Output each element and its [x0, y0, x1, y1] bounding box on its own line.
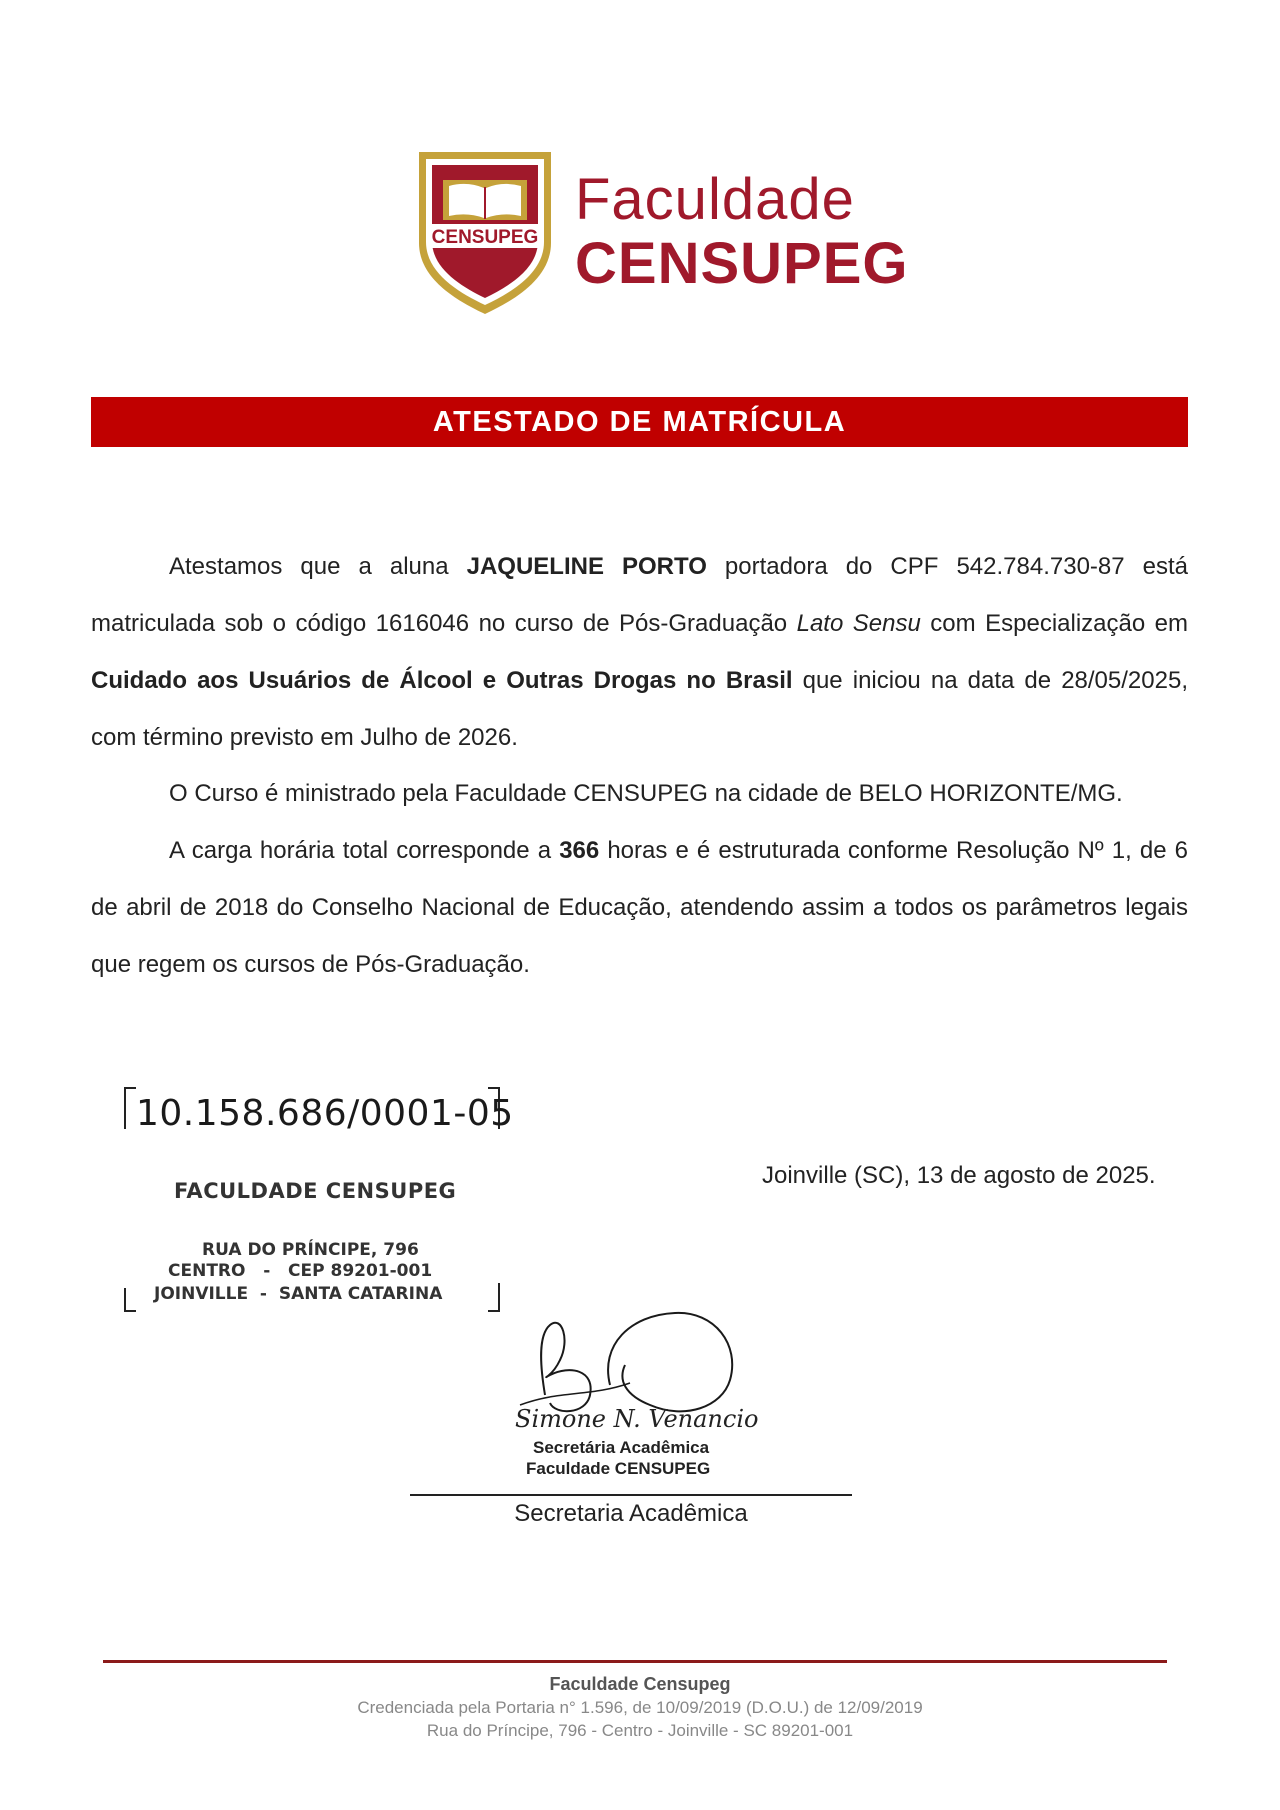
student-name: JAQUELINE PORTO [466, 553, 707, 580]
logo-wordmark-line2: CENSUPEG [575, 231, 909, 296]
cnpj-stamp [122, 1083, 512, 1323]
stamp-cnpj: 10.158.686/0001-05 [136, 1093, 514, 1134]
course-hours: 366 [559, 837, 600, 864]
p1-text-4: que iniciou na data de 28/05/2025, com término previsto em Julho de 2026. [91, 667, 1188, 751]
signature-role: Secretária Acadêmica [533, 1438, 710, 1457]
stamp-address-line3: JOINVILLE - SANTA CATARINA [154, 1284, 443, 1304]
p1-text-2: portadora do CPF 542.784.730-87 está matriculada sob o código 1616046 no curso de Pós-Graduação [91, 553, 1188, 637]
p3-text-2: horas e é estruturada conforme Resolução Nº 1, de 6 de abril de 2018 do Conselho Nacional de Educação, atendendo assim a todos os parâmetros legais que regem os cursos de Pós-Graduação. [91, 837, 1189, 978]
p1-text-3: com Especialização em [920, 610, 1189, 637]
course-type: Lato Sensu [796, 610, 921, 637]
body-paragraph-2 [91, 765, 1188, 822]
p3-text-1: A carga horária total corresponde a [169, 837, 560, 864]
body-paragraph-3 [91, 822, 1188, 993]
document-title: ATESTADO DE MATRÍCULA [91, 397, 1188, 447]
p1-text-1: Atestamos que a aluna [169, 553, 467, 580]
signature-line [410, 1494, 852, 1496]
stamp-bracket [124, 1087, 136, 1129]
signature-institution: Faculdade CENSUPEG [526, 1459, 711, 1478]
stamp-address-line1: RUA DO PRÍNCIPE, 796 [202, 1240, 419, 1260]
signature-caption: Secretaria Acadêmica [514, 1500, 748, 1527]
body-paragraph-1 [91, 538, 1188, 766]
course-name: Cuidado aos Usuários de Álcool e Outras Drogas no Brasil [91, 667, 793, 694]
signature-name: Simone N. Venancio [515, 1405, 759, 1433]
logo-badge-text: CENSUPEG [431, 227, 539, 248]
footer-address: Rua do Príncipe, 796 - Centro - Joinville - SC 89201-001 [426, 1721, 854, 1740]
page-footer [0, 1672, 1280, 1742]
footer-accreditation: Credenciada pela Portaria n° 1.596, de 10/09/2019 (D.O.U.) de 12/09/2019 [357, 1698, 923, 1717]
footer-divider [103, 1660, 1167, 1663]
stamp-bracket [124, 1288, 136, 1312]
footer-institution-name: Faculdade Censupeg [549, 1674, 731, 1694]
shield-logo-icon [415, 148, 555, 318]
issue-date: Joinville (SC), 13 de agosto de 2025. [762, 1162, 1156, 1189]
logo-wordmark-line1: Faculdade [575, 167, 855, 232]
p2-text: O Curso é ministrado pela Faculdade CENSUPEG na cidade de BELO HORIZONTE/MG. [169, 780, 1123, 807]
institution-logo [415, 148, 909, 320]
stamp-address-line2: CENTRO - CEP 89201-001 [168, 1261, 433, 1281]
stamp-bracket [488, 1283, 500, 1312]
stamp-name: FACULDADE CENSUPEG [174, 1179, 457, 1203]
